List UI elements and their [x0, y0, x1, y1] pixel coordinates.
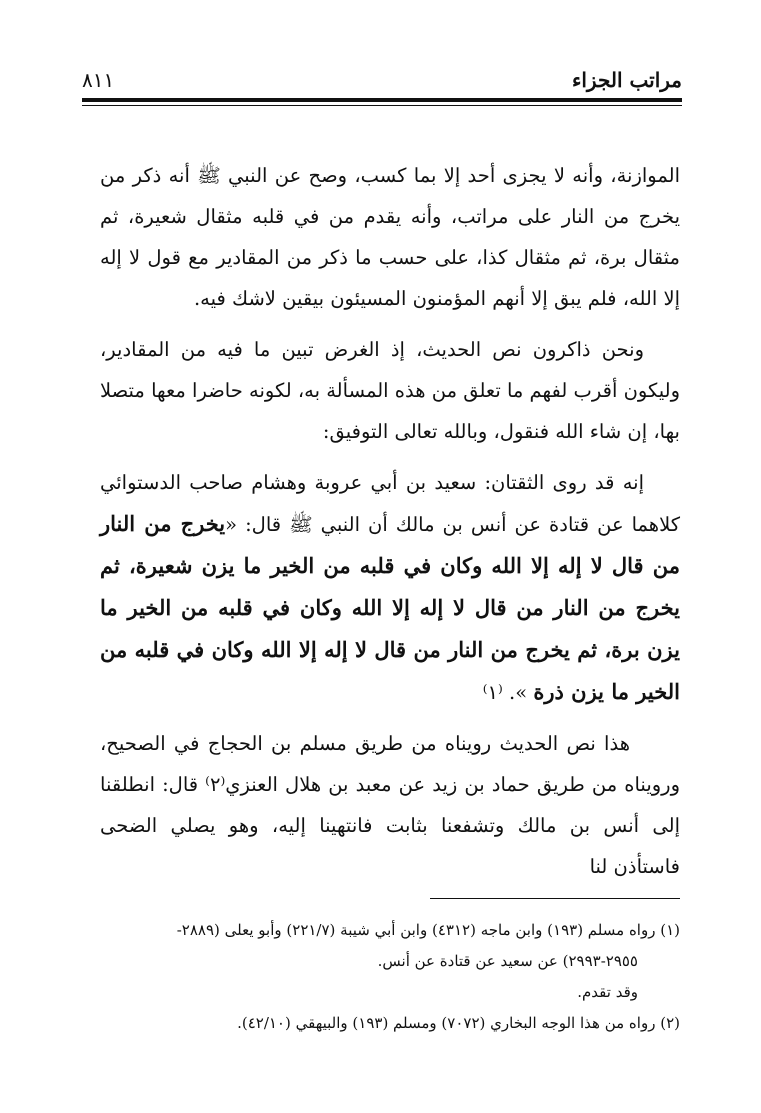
hadith-text: يخرج من النار من قال لا إله إلا الله وكان في قلبه من الخير ما يزن شعيرة، ثم يخرج من النار من قال لا إله إلا الله وكان في قلبه من الخير ما يزن برة، ثم يخرج من النار من قال لا إله إلا الله وكان في قلبه من الخير ما يزن ذرة — [100, 511, 680, 704]
page-number: ٨١١ — [82, 68, 115, 92]
footnote-2: (٢) رواه من هذا الوجه البخاري (٧٠٧٢) ومسلم (١٩٣) والبيهقي (٤٢/١٠). — [237, 1014, 680, 1032]
footnotes — [90, 915, 680, 1039]
footnote-1-line-3: وقد تقدم. — [577, 983, 638, 1001]
footnote-separator — [430, 898, 680, 899]
page-header — [82, 62, 682, 96]
paragraph-1: الموازنة، وأنه لا يجزى أحد إلا بما كسب، وصح عن النبي ﷺ أنه ذكر من يخرج من النار على مراتب، وأنه يقدم من في قلبه مثقال شعيرة، ثم مثقال برة، ثم مثقال كذا، على حسب ما ذكر من المقادير مع قول لا إله إلا الله، فلم يبق إلا أنهم المؤمنون المسيئون بيقين لاشك فيه. — [100, 164, 680, 310]
header-rule-thin — [82, 105, 682, 106]
running-title: مراتب الجزاء — [571, 68, 682, 92]
paragraph-3 — [100, 462, 680, 713]
paragraph-2: ونحن ذاكرون نص الحديث، إذ الغرض تبين ما فيه من المقادير، وليكون أقرب لفهم ما تعلق من هذه المسألة به، لكونه حاضرا معها متصلا بها، إن شاء الله فنقول، وبالله تعالى التوفيق: — [100, 338, 680, 443]
main-text — [100, 155, 680, 897]
hadith-intro: إنه قد روى الثقتان: سعيد بن أبي عروبة وهشام صاحب الدستوائي كلاهما عن قتادة عن أنس بن مالك أن النبي ﷺ قال: « — [100, 471, 681, 536]
footnote-1-line-1: (١) رواه مسلم (١٩٣) وابن ماجه (٤٣١٢) وابن أبي شيبة (٢٢١/٧) وأبو يعلى (٢٨٨٩- — [176, 921, 680, 939]
hadith-end: ». ⁽١⁾ — [482, 681, 534, 704]
header-rule-thick — [82, 98, 682, 102]
paragraph-4: هذا نص الحديث رويناه من طريق مسلم بن الحجاج في الصحيح، ورويناه من طريق حماد بن زيد عن معبد بن هلال العنزي⁽٢⁾ قال: انطلقنا إلى أنس بن مالك وتشفعنا بثابت فانتهينا إليه، وهو يصلي الضحى فاستأذن لنا — [100, 732, 680, 878]
footnote-1-line-2: ٢٩٥٥-٢٩٩٣) عن سعيد عن قتادة عن أنس. — [377, 952, 638, 970]
